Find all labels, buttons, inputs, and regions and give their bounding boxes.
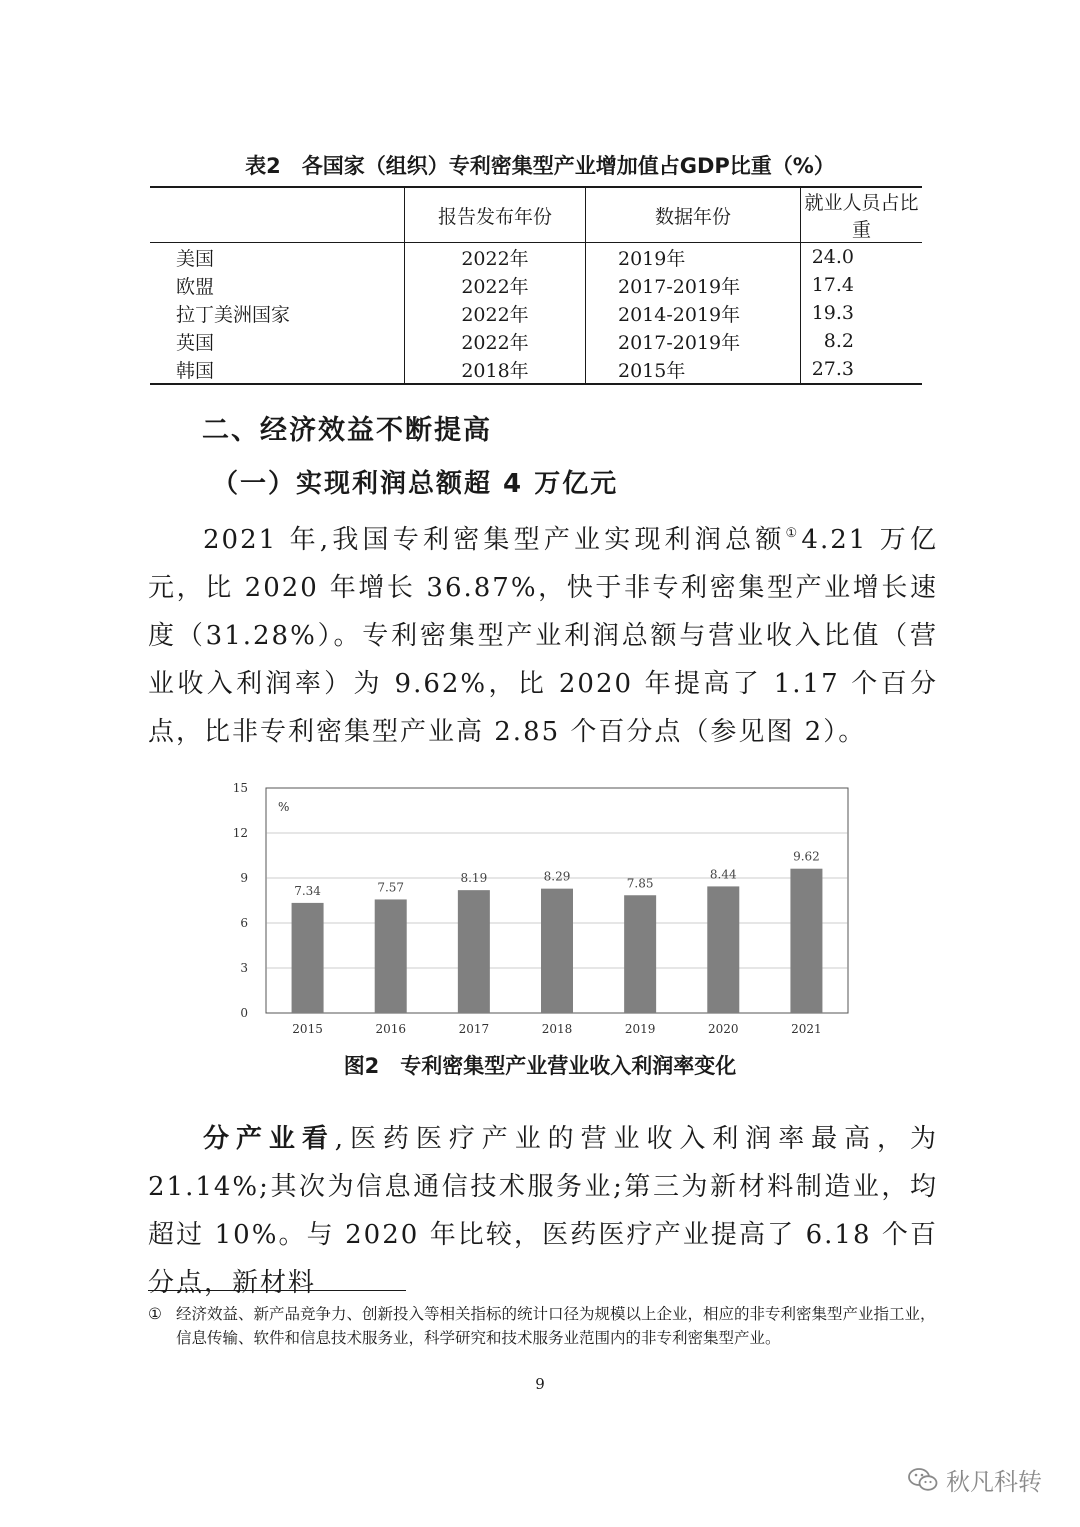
footnote-mark: ① [148,1305,162,1323]
x-tick-label: 2017 [458,1022,490,1036]
table-cell: 17.4 [801,271,923,299]
y-tick-label: 15 [232,781,248,795]
table-cell: 韩国 [150,355,405,384]
table-cell: 27.3 [801,355,923,384]
table-cell: 2017-2019年 [586,271,801,299]
section-heading: 二、经济效益不断提高 [202,415,492,446]
bar-2015 [292,903,324,1013]
table-cell: 2022年 [405,271,586,299]
paragraph-lead: 分产业看 [203,1124,335,1154]
header-cell: 就业人员占比重 [801,187,923,243]
table-row [150,327,922,355]
footnote [148,1302,938,1350]
bar-value-label: 8.19 [460,871,488,886]
table-cell: 拉丁美洲国家 [176,303,291,326]
table-row [150,355,922,384]
bar-value-label: 7.34 [294,883,321,898]
bar-value-label: 9.62 [793,849,820,864]
header-cell: 报告发布年份 [405,187,586,243]
table-cell: 2022年 [405,243,586,272]
footnote-rule [148,1290,406,1291]
footnote-text: 经济效益、新产品竞争力、创新投入等相关指标的统计口径为规模以上企业，相应的非专利密集型产业指工业，信息传输、软件和信息技术服务业，科学研究和技术服务业范围内的非专利密集型产业。 [176,1305,936,1347]
table-row [150,243,922,272]
table-cell: 美国 [176,247,215,270]
data-table [150,186,922,385]
bar-2020 [707,886,739,1013]
watermark [908,1462,1042,1497]
page-number: 9 [535,1375,545,1393]
table-cell: 8.2 [801,327,923,355]
paragraph-by-industry [148,1115,938,1307]
paragraph-text: ,医药医疗产业的营业收入利润率最高，为 21.14%;其次为信息通信技术服务业;第三为新材料制造业，均超过 10%。与 2020 年比较，医药医疗产业提高了 6.18 个百分点，新材料 [148,1124,938,1298]
table-header-row [150,187,922,243]
x-tick-label: 2016 [375,1022,406,1036]
x-tick-label: 2021 [791,1022,822,1036]
table-cell: 2017-2019年 [586,327,801,355]
y-tick-label: 3 [240,961,248,975]
bar-2018 [541,889,573,1013]
header-cell: 数据年份 [586,187,801,243]
paragraph-profit [148,510,938,756]
table-cell: 24.0 [801,243,923,272]
y-tick-label: 12 [232,826,248,840]
bar-2016 [375,899,407,1013]
x-tick-label: 2015 [292,1022,323,1036]
y-tick-label: 6 [240,916,248,930]
header-cell [150,187,405,243]
x-tick-label: 2020 [708,1022,739,1036]
profit-rate-bar-chart [226,778,856,1043]
table-row [150,299,922,327]
bar-value-label: 8.44 [709,867,737,882]
unit-label: % [278,800,290,814]
bar-value-label: 7.57 [377,880,405,895]
watermark-text: 秋凡科转 [946,1468,1042,1496]
x-tick-label: 2018 [541,1022,573,1036]
table-cell: 2015年 [586,355,801,384]
table-cell: 2014-2019年 [586,299,801,327]
y-tick-label: 9 [240,871,248,885]
y-tick-label: 0 [240,1006,248,1020]
wechat-icon [908,1467,938,1493]
footnote-ref: ① [785,526,802,541]
x-tick-label: 2019 [624,1022,656,1036]
table-cell: 19.3 [801,299,923,327]
paragraph-text: 2021 年,我国专利密集型产业实现利润总额 [203,525,786,555]
paragraph-text: 4.21 万亿元，比 2020 年增长 36.87%，快于非专利密集型产业增长速度（31.28%）。专利密集型产业利润总额与营业收入比值（营业收入利润率）为 9.62%，比 2020 年提高了 1.17 个百分点，比非专利密集型产业高 2.85 个百分点（参见图 2）。 [148,525,939,747]
table-cell: 欧盟 [176,275,215,298]
table-row [150,271,922,299]
bar-value-label: 8.29 [543,869,571,884]
bar-2021 [790,869,822,1013]
section-subheading: （一）实现利润总额超 4 万亿元 [212,469,619,499]
table-cell: 2019年 [586,243,801,272]
table-cell: 2022年 [405,327,586,355]
bar-2017 [458,890,490,1013]
figure-caption: 图2 专利密集型产业营业收入利润率变化 [343,1054,737,1078]
bar-2019 [624,895,656,1013]
table-title: 表2 各国家（组织）专利密集型产业增加值占GDP比重（%） [245,154,835,178]
table-cell: 2022年 [405,299,586,327]
bar-value-label: 7.85 [626,876,654,891]
table-cell: 英国 [176,331,215,354]
table-cell: 2018年 [405,355,586,384]
